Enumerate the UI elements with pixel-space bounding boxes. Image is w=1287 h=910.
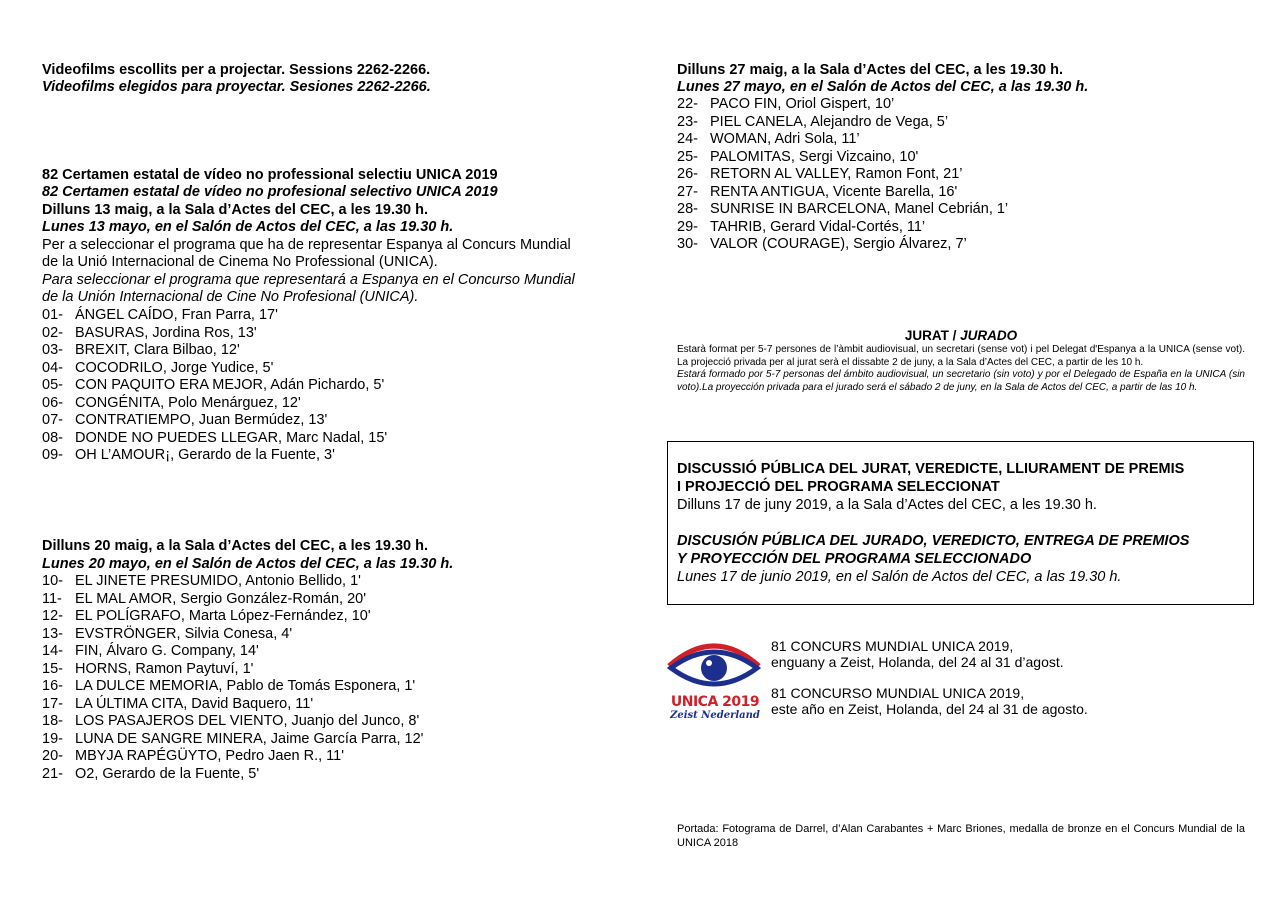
discussion-title-ca-1: DISCUSSIÓ PÚBLICA DEL JURAT, VEREDICTE, LLIURAMENT DE PREMIS — [677, 461, 1185, 477]
list-item — [677, 131, 1008, 149]
list-item — [677, 149, 1008, 167]
film-title: RETORN AL VALLEY, Ramon Font, 21’ — [710, 166, 963, 182]
film-title: WOMAN, Adri Sola, 11’ — [710, 131, 860, 147]
list-item — [42, 661, 423, 679]
list-item — [42, 766, 423, 784]
session1-film-list — [42, 307, 387, 465]
film-number: 08- — [42, 429, 63, 446]
discussion-title-es-1: DISCUSIÓN PÚBLICA DEL JURADO, VEREDICTO, ENTREGA DE PREMIOS — [677, 533, 1190, 549]
film-title: PIEL CANELA, Alejandro de Vega, 5’ — [710, 113, 949, 130]
jury-title — [677, 328, 1245, 343]
list-item — [42, 626, 423, 644]
cover-credit: Portada: Fotograma de Darrel, d’Alan Carabantes + Marc Briones, medalla de bronze en el Concurs Mundial de la UNICA 2018 — [677, 823, 1245, 849]
film-number: 02- — [42, 324, 63, 341]
film-number: 01- — [42, 307, 63, 323]
session1-desc-ca-2: de la Unió Internacional de Cinema No Professional (UNICA). — [42, 254, 438, 270]
film-number: 06- — [42, 394, 63, 411]
film-title: LA ÚLTIMA CITA, David Baquero, 11' — [75, 695, 314, 712]
list-item — [42, 325, 387, 343]
list-item — [42, 573, 423, 591]
film-number: 27- — [677, 183, 698, 200]
session3-date-es: Lunes 27 mayo, en el Salón de Actos del CEC, a las 19.30 h. — [677, 79, 1089, 95]
film-number: 10- — [42, 573, 63, 589]
film-number: 19- — [42, 730, 63, 747]
film-number: 17- — [42, 695, 63, 712]
film-number: 18- — [42, 713, 63, 729]
list-item — [42, 377, 387, 395]
film-title: EVSTRÖNGER, Silvia Conesa, 4' — [75, 625, 293, 642]
film-title: EL JINETE PRESUMIDO, Antonio Bellido, 1' — [75, 573, 361, 589]
list-item — [42, 307, 387, 325]
film-number: 23- — [677, 113, 698, 130]
film-number: 04- — [42, 359, 63, 376]
mundial-ca-2: enguany a Zeist, Holanda, del 24 al 31 d’agost. — [771, 654, 1064, 670]
list-item — [42, 430, 387, 448]
film-title: HORNS, Ramon Paytuví, 1' — [75, 660, 254, 677]
certamen-title-ca: 82 Certamen estatal de vídeo no professional selectiu UNICA 2019 — [42, 167, 498, 183]
film-title: LA DULCE MEMORIA, Pablo de Tomás Esponera, 1' — [75, 678, 416, 694]
film-title: LOS PASAJEROS DEL VIENTO, Juanjo del Junco, 8' — [75, 713, 420, 729]
film-number: 14- — [42, 643, 63, 659]
jury-title-es: JURADO — [960, 328, 1018, 343]
list-item — [42, 342, 387, 360]
film-title: SUNRISE IN BARCELONA, Manel Cebrián, 1’ — [710, 201, 1009, 217]
film-number: 16- — [42, 678, 63, 694]
film-title: LUNA DE SANGRE MINERA, Jaime García Parra, 12' — [75, 730, 424, 747]
session2-film-list — [42, 573, 423, 783]
session2-date-es: Lunes 20 mayo, en el Salón de Actos del CEC, a las 19.30 h. — [42, 556, 454, 572]
list-item — [42, 643, 423, 661]
film-title: CONTRATIEMPO, Juan Bermúdez, 13' — [75, 412, 328, 428]
film-title: EL MAL AMOR, Sergio González-Román, 20' — [75, 590, 367, 607]
film-title: PALOMITAS, Sergi Vizcaino, 10' — [710, 148, 919, 165]
session1-date-ca: Dilluns 13 maig, a la Sala d’Actes del CEC, a les 19.30 h. — [42, 202, 429, 218]
session1-desc-es-2: de la Unión Internacional de Cine No Profesional (UNICA). — [42, 289, 419, 305]
unica-logo — [667, 636, 761, 728]
list-item — [42, 748, 423, 766]
logo-subtitle: Zeist Nederland — [670, 710, 760, 721]
list-item — [677, 96, 1008, 114]
film-title: OH L’AMOUR¡, Gerardo de la Fuente, 3' — [75, 447, 335, 463]
film-number: 13- — [42, 625, 63, 642]
film-number: 26- — [677, 166, 698, 182]
film-number: 20- — [42, 748, 63, 764]
film-number: 15- — [42, 660, 63, 677]
list-item — [42, 678, 423, 696]
list-item — [677, 236, 1008, 254]
film-title: O2, Gerardo de la Fuente, 5' — [75, 765, 260, 782]
film-title: FIN, Álvaro G. Company, 14' — [75, 643, 259, 659]
header-title-es: Videofilms elegidos para proyectar. Sesiones 2262-2266. — [42, 79, 431, 95]
discussion-title-es-2: Y PROYECCIÓN DEL PROGRAMA SELECCIONADO — [677, 551, 1032, 567]
film-number: 30- — [677, 236, 698, 252]
film-number: 03- — [42, 342, 63, 358]
session3-film-list — [677, 96, 1008, 254]
list-item — [42, 696, 423, 714]
discussion-date-es: Lunes 17 de junio 2019, en el Salón de Actos del CEC, a las 19.30 h. — [677, 569, 1122, 585]
list-item — [42, 731, 423, 749]
film-title: CONGÉNITA, Polo Menárguez, 12' — [75, 394, 301, 411]
film-number: 25- — [677, 148, 698, 165]
jury-text-ca: Estarà format per 5-7 persones de l’àmbit audiovisual, un secretari (sense vot) i pel Delegat d'Espanya a la UNICA (sense vot). La projecció privada per al jurat serà el dissabte 2 de juny, a la Sala d’Actes del CEC, a partir de les 10 h. — [677, 344, 1245, 368]
certamen-title-es: 82 Certamen estatal de vídeo no profesional selectivo UNICA 2019 — [42, 184, 498, 200]
film-number: 12- — [42, 608, 63, 624]
list-item — [42, 412, 387, 430]
film-title: MBYJA RAPÉGÜYTO, Pedro Jaen R., 11' — [75, 748, 344, 764]
film-title: DONDE NO PUEDES LLEGAR, Marc Nadal, 15' — [75, 429, 388, 446]
list-item — [42, 608, 423, 626]
film-number: 24- — [677, 131, 698, 147]
film-number: 22- — [677, 96, 698, 112]
list-item — [42, 447, 387, 465]
header-title-ca: Videofilms escollits per a projectar. Sessions 2262-2266. — [42, 62, 431, 78]
list-item — [677, 184, 1008, 202]
film-number: 09- — [42, 447, 63, 463]
mundial-ca-1: 81 CONCURS MUNDIAL UNICA 2019, — [771, 638, 1014, 654]
film-title: TAHRIB, Gerard Vidal-Cortés, 11’ — [710, 218, 926, 235]
list-item — [677, 219, 1008, 237]
film-title: EL POLÍGRAFO, Marta López-Fernández, 10' — [75, 608, 371, 624]
logo-title: UNICA 2019 — [670, 694, 760, 710]
film-title: BREXIT, Clara Bilbao, 12' — [75, 342, 240, 358]
mundial-es-2: este año en Zeist, Holanda, del 24 al 31 de agosto. — [771, 701, 1088, 717]
discussion-title-ca-2: I PROJECCIÓ DEL PROGRAMA SELECCIONAT — [677, 479, 1000, 495]
list-item — [42, 591, 423, 609]
film-number: 21- — [42, 765, 63, 782]
film-title: ÁNGEL CAÍDO, Fran Parra, 17' — [75, 307, 278, 323]
film-title: VALOR (COURAGE), Sergio Álvarez, 7’ — [710, 236, 967, 252]
film-number: 07- — [42, 412, 63, 428]
session2-date-ca: Dilluns 20 maig, a la Sala d’Actes del CEC, a les 19.30 h. — [42, 538, 429, 554]
list-item — [42, 713, 423, 731]
discussion-date-ca: Dilluns 17 de juny 2019, a la Sala d’Actes del CEC, a les 19.30 h. — [677, 497, 1097, 513]
session1-desc-ca-1: Per a seleccionar el programa que ha de representar Espanya al Concurs Mundial — [42, 237, 571, 253]
session1-desc-es-1: Para seleccionar el programa que representará a Espanya en el Concurso Mundial — [42, 272, 575, 288]
film-title: COCODRILO, Jorge Yudice, 5' — [75, 359, 274, 376]
list-item — [42, 360, 387, 378]
film-title: CON PAQUITO ERA MEJOR, Adán Pichardo, 5' — [75, 377, 385, 393]
film-number: 28- — [677, 201, 698, 217]
film-title: PACO FIN, Oriol Gispert, 10’ — [710, 96, 895, 112]
film-title: BASURAS, Jordina Ros, 13' — [75, 324, 257, 341]
list-item — [677, 114, 1008, 132]
film-number: 05- — [42, 377, 63, 393]
session1-date-es: Lunes 13 mayo, en el Salón de Actos del CEC, a las 19.30 h. — [42, 219, 454, 235]
jury-text-es: Estará formado por 5-7 personas del ámbito audiovisual, un secretario (sin voto) y por el Delegado de España en la UNICA (sin voto).La proyección privada para el jurado será el sábado 2 de juny, en la Sala de Actos del CEC, a partir de las 10 h. — [677, 369, 1245, 393]
film-number: 29- — [677, 218, 698, 235]
jury-title-ca: JURAT / — [904, 328, 961, 343]
film-title: RENTA ANTIGUA, Vicente Barella, 16' — [710, 183, 958, 200]
mundial-es-1: 81 CONCURSO MUNDIAL UNICA 2019, — [771, 685, 1025, 701]
session3-date-ca: Dilluns 27 maig, a la Sala d’Actes del CEC, a les 19.30 h. — [677, 62, 1064, 78]
film-number: 11- — [42, 590, 62, 607]
list-item — [677, 166, 1008, 184]
list-item — [677, 201, 1008, 219]
list-item — [42, 395, 387, 413]
discussion-box — [667, 441, 1254, 605]
